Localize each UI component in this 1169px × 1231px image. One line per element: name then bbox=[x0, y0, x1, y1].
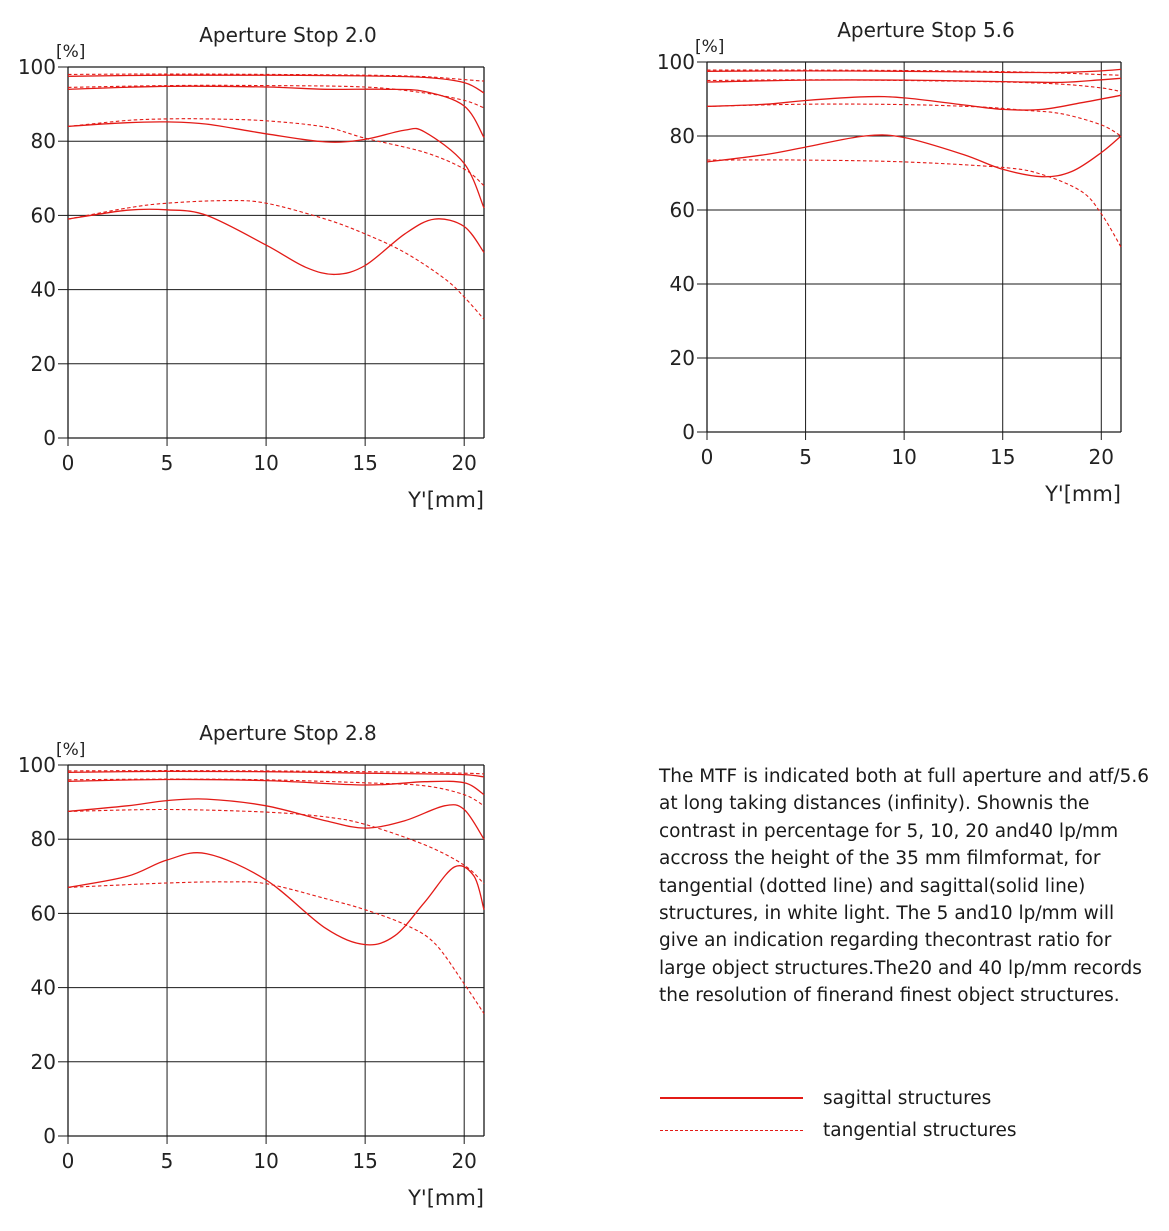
x-tick-label: 10 bbox=[253, 451, 279, 475]
x-tick-label: 0 bbox=[700, 445, 714, 469]
x-tick-label: 10 bbox=[891, 445, 917, 469]
mtf-chart-2 bbox=[657, 18, 1121, 506]
dashed-line-swatch bbox=[660, 1130, 803, 1131]
sagittal-curve-7 bbox=[68, 209, 484, 274]
chart-title: Aperture Stop 5.6 bbox=[837, 18, 1015, 42]
tangential-curve-4 bbox=[68, 85, 484, 107]
sagittal-curve-7 bbox=[68, 853, 484, 945]
tangential-curve-6 bbox=[68, 119, 484, 186]
x-tick-label: 0 bbox=[61, 1149, 75, 1173]
y-tick-label: 40 bbox=[30, 975, 56, 1000]
x-tick-label: 10 bbox=[253, 1149, 279, 1173]
y-tick-label: 80 bbox=[30, 827, 56, 852]
sagittal-curve-7 bbox=[707, 135, 1121, 177]
y-tick-label: 100 bbox=[656, 50, 695, 74]
y-axis-label: [%] bbox=[56, 740, 86, 760]
x-tick-label: 5 bbox=[160, 451, 174, 475]
tangential-curve-4 bbox=[68, 779, 484, 806]
x-tick-label: 20 bbox=[451, 1149, 477, 1173]
line-style-legend bbox=[660, 1082, 1017, 1146]
mtf-description: The MTF is indicated both at full aperture and atf/5.6 at long taking distances (infinity). Shownis the contrast in percentage for 5, 10, 20 and40 lp/mm accross the height of the 35 mm filmformat, for tangential (dotted line) and sagittal(solid line) structures, in white light. The 5 and10 lp/mm will give an indication regarding thecontrast ratio for large object structures.The20 and 40 lp/mm records the resolution of finerand finest object structures. bbox=[659, 766, 1149, 1007]
solid-line-swatch bbox=[660, 1097, 803, 1099]
x-tick-label: 20 bbox=[1088, 445, 1115, 469]
chart-title: Aperture Stop 2.8 bbox=[199, 721, 377, 745]
y-tick-label: 80 bbox=[30, 129, 56, 154]
x-tick-label: 15 bbox=[989, 445, 1016, 469]
y-tick-label: 20 bbox=[30, 1049, 56, 1074]
y-tick-label: 100 bbox=[17, 55, 56, 79]
legend-label-sagittal: sagittal structures bbox=[823, 1087, 992, 1109]
sagittal-curve-5 bbox=[68, 799, 484, 839]
y-axis-label: [%] bbox=[695, 37, 725, 57]
y-axis-label: [%] bbox=[56, 42, 86, 62]
y-tick-label: 0 bbox=[43, 426, 56, 450]
sagittal-curve-3 bbox=[68, 779, 484, 794]
mtf-chart-3 bbox=[18, 721, 484, 1210]
x-tick-label: 5 bbox=[160, 1149, 174, 1173]
tangential-curve-8 bbox=[68, 882, 484, 1014]
x-tick-label: 15 bbox=[352, 1149, 378, 1173]
tangential-curve-8 bbox=[68, 201, 484, 320]
y-tick-label: 0 bbox=[682, 420, 695, 444]
legend-label-tangential: tangential structures bbox=[823, 1119, 1017, 1141]
x-axis-label: Y'[mm] bbox=[408, 1186, 484, 1210]
legend-item-sagittal bbox=[660, 1082, 1017, 1114]
y-tick-label: 40 bbox=[669, 272, 695, 296]
chart-title: Aperture Stop 2.0 bbox=[199, 23, 377, 47]
tangential-curve-8 bbox=[707, 160, 1121, 247]
x-tick-label: 0 bbox=[61, 451, 75, 475]
sagittal-curve-5 bbox=[68, 122, 484, 208]
sagittal-curve-5 bbox=[707, 95, 1121, 110]
legend-item-tangential bbox=[660, 1114, 1017, 1146]
mtf-chart-1 bbox=[18, 23, 484, 512]
y-tick-label: 0 bbox=[43, 1124, 56, 1148]
y-tick-label: 80 bbox=[669, 124, 695, 148]
tangential-curve-6 bbox=[68, 809, 484, 883]
y-tick-label: 40 bbox=[30, 277, 56, 302]
x-tick-label: 15 bbox=[352, 451, 378, 475]
y-tick-label: 20 bbox=[669, 346, 695, 370]
y-tick-label: 60 bbox=[30, 203, 56, 228]
x-axis-label: Y'[mm] bbox=[1045, 482, 1121, 506]
x-axis-label: Y'[mm] bbox=[408, 488, 484, 512]
x-tick-label: 20 bbox=[451, 451, 477, 475]
y-tick-label: 100 bbox=[17, 753, 56, 777]
tangential-curve-6 bbox=[707, 104, 1121, 136]
y-tick-label: 60 bbox=[669, 198, 695, 222]
sagittal-curve-1 bbox=[68, 771, 484, 777]
y-tick-label: 20 bbox=[30, 351, 56, 376]
x-tick-label: 5 bbox=[799, 445, 812, 469]
y-tick-label: 60 bbox=[30, 901, 56, 926]
tangential-curve-4 bbox=[707, 80, 1121, 92]
